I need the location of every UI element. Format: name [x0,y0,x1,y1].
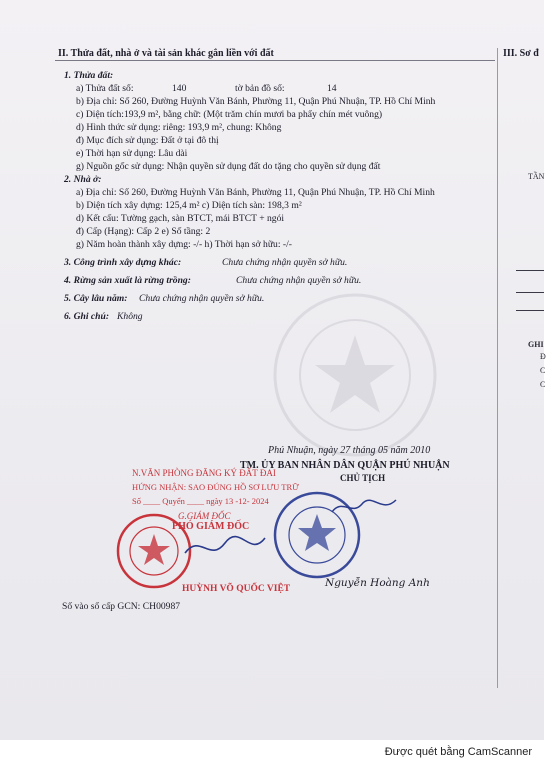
land-c: c) Diện tích:193,9 m², bằng chữ: (Một trăm chín mươi ba phẩy chín mét vuông) [76,109,383,120]
role: CHỦ TỊCH [340,473,386,483]
header-rule [55,60,495,61]
land-heading: 1. Thửa đất: [64,70,114,81]
land-e: e) Thời hạn sử dụng: Lâu dài [76,148,188,159]
item6-value: Không [117,311,143,322]
land-dd: đ) Mục đích sử dụng: Đất ở tại đô thị [76,135,219,146]
item5-label: 5. Cây lâu năm: [64,293,128,304]
house-dd: đ) Cấp (Hạng): Cấp 2 e) Số tầng: 2 [76,226,211,237]
copy-cert: HỨNG NHẬN: SAO ĐÚNG HỒ SƠ LƯU TRỮ [132,482,299,492]
house-b: b) Diện tích xây dựng: 125,4 m² c) Diện tích sàn: 198,3 m² [76,200,302,211]
right-col-item: Đ [540,352,546,361]
right-section-title: III. Sơ đ [503,48,539,59]
place-date: Phú Nhuận, ngày 27 tháng 05 năm 2010 [268,445,431,456]
director-signature [180,528,270,568]
item4-value: Chưa chứng nhận quyền sở hữu. [236,275,362,286]
land-a-value: 140 [172,83,187,94]
watermark-emblem [230,285,480,465]
column-divider [497,48,498,688]
director-handwritten: G.GIÁM ĐỐC [178,511,231,521]
item4-label: 4. Rừng sản xuất là rừng trồng: [64,275,191,286]
right-col-item: C [540,380,546,389]
right-col-rule [516,292,544,293]
land-a-sheet-value: 14 [327,83,337,94]
item3-label: 3. Công trình xây dựng khác: [64,257,182,268]
director-name: HUỲNH VÕ QUỐC VIỆT [182,584,291,594]
copy-book: Số ____ Quyển ____ ngày 13 -12- 2024 [132,496,269,506]
director-title: PHÓ GIÁM ĐỐC [172,521,250,532]
register-number: Số vào sổ cấp GCN: CH00987 [62,601,181,612]
item6-label: 6. Ghi chú: [64,311,110,322]
item5-value: Chưa chứng nhận quyền sở hữu. [139,293,265,304]
item3-value: Chưa chứng nhận quyền sở hữu. [222,257,348,268]
copy-office: N.VĂN PHÒNG ĐĂNG KÝ ĐẤT ĐAI [132,468,276,478]
authority: TM. ỦY BAN NHÂN DÂN QUẬN PHÚ NHUẬN [240,460,450,471]
house-g: g) Năm hoàn thành xây dựng: -/- h) Thời hạn sở hữu: -/- [76,239,292,250]
land-a-label: a) Thửa đất số: [76,83,134,94]
chairman-signature [330,494,400,520]
right-col-rule [516,270,544,271]
land-b: b) Địa chỉ: Số 260, Đường Huỳnh Văn Bánh, Phường 11, Quận Phú Nhuận, TP. Hồ Chí Minh [76,96,436,107]
right-col-item: GHI [528,340,544,349]
land-d: d) Hình thức sử dụng: riêng: 193,9 m², chung: Không [76,122,282,133]
house-a: a) Địa chỉ: Số 260, Đường Huỳnh Văn Bánh, Phường 11, Quận Phú Nhuận, TP. Hồ Chí Minh [76,187,435,198]
land-g: g) Nguồn gốc sử dụng: Nhận quyền sử dụng đất do tặng cho quyền sử dụng đất [76,161,381,172]
land-a-sheet-label: tờ bản đồ số: [235,83,285,94]
scanner-watermark: Được quét bằng CamScanner [384,746,532,758]
right-col-rule [516,310,544,311]
section-title: II. Thửa đất, nhà ở và tài sản khác gắn liền với đất [58,48,274,59]
house-d: d) Kết cấu: Tường gạch, sàn BTCT, mái BTCT + ngói [76,213,285,224]
right-column-fragment [500,48,544,648]
right-col-item: C [540,366,546,375]
house-heading: 2. Nhà ở: [64,174,102,185]
signer-name: Nguyễn Hoàng Anh [325,577,430,589]
right-col-item: TẦN [528,172,545,181]
